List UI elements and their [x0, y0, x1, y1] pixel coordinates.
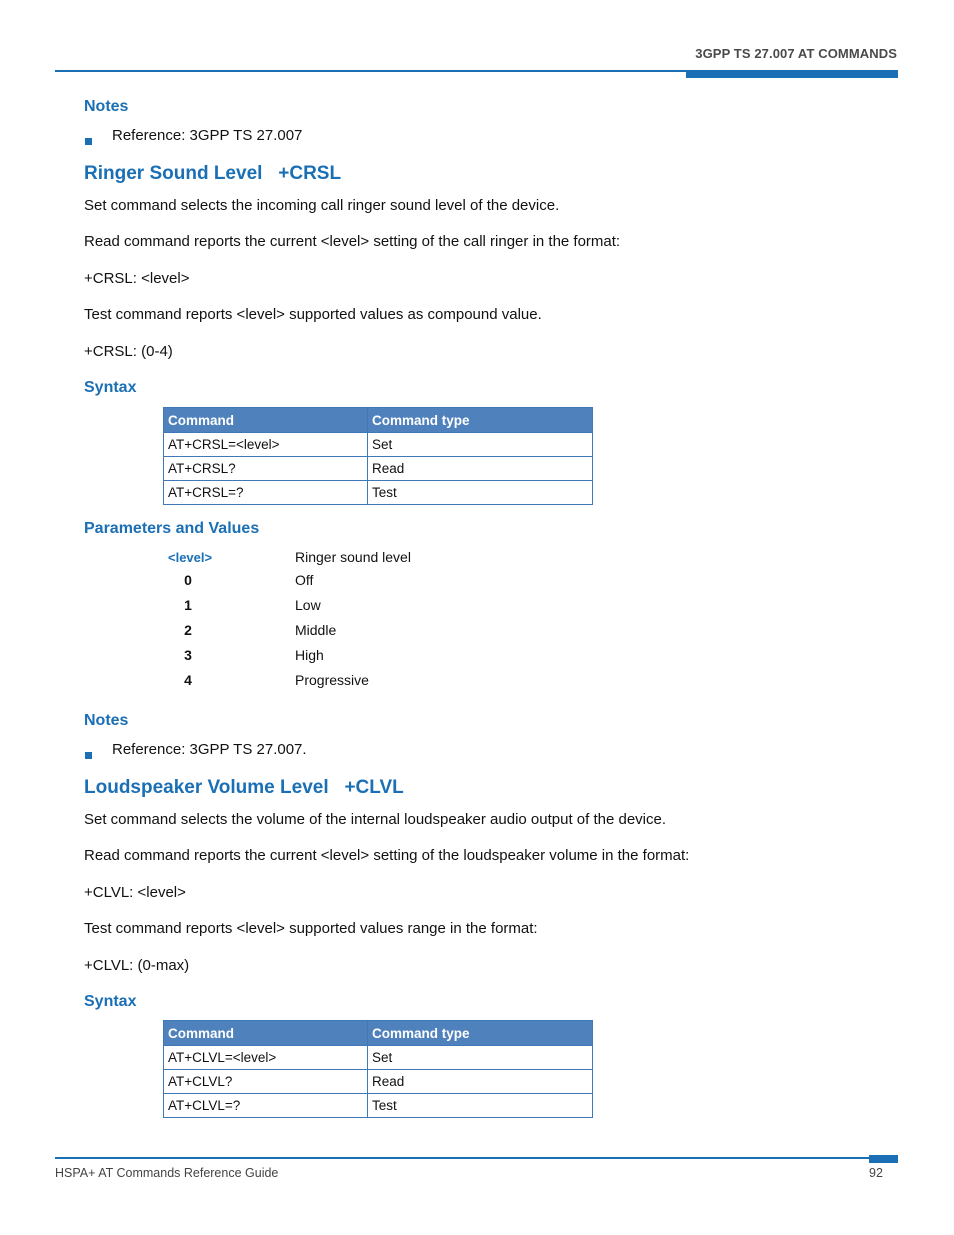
- table-header-row: [164, 1021, 593, 1046]
- value-description: Low: [295, 597, 321, 613]
- header-accent-block: [686, 70, 898, 78]
- paragraph: Read command reports the current <level> setting of the call ringer in the format:: [84, 233, 621, 250]
- parameter-value: 1: [184, 597, 192, 613]
- footer-rule: [55, 1157, 898, 1159]
- paragraph: Set command selects the incoming call ringer sound level of the device.: [84, 197, 560, 214]
- section-heading-clvl: Loudspeaker Volume Level +CLVL: [84, 777, 404, 798]
- table-cell: Set: [368, 1046, 593, 1070]
- value-description: Middle: [295, 622, 337, 638]
- table-row: [164, 433, 593, 457]
- running-header: 3GPP TS 27.007 AT COMMANDS: [695, 46, 897, 61]
- table-cell: Test: [368, 481, 593, 505]
- table-cell: AT+CRSL=?: [164, 481, 368, 505]
- syntax-table-clvl: [163, 1020, 593, 1118]
- paragraph: +CRSL: (0-4): [84, 343, 173, 360]
- footer-title: HSPA+ AT Commands Reference Guide: [55, 1166, 279, 1180]
- parameter-name: <level>: [168, 550, 213, 565]
- table-cell: AT+CLVL?: [164, 1070, 368, 1094]
- paragraph: Test command reports <level> supported values range in the format:: [84, 920, 538, 937]
- paragraph: Set command selects the volume of the internal loudspeaker audio output of the device.: [84, 811, 667, 828]
- bullet-icon: [85, 132, 92, 150]
- table-header-row: [164, 408, 593, 433]
- parameter-value: 4: [184, 672, 192, 688]
- table-cell: AT+CLVL=?: [164, 1094, 368, 1118]
- syntax-heading: Syntax: [84, 993, 137, 1010]
- notes-heading: Notes: [84, 98, 129, 115]
- table-cell: Set: [368, 433, 593, 457]
- column-header: Command: [164, 408, 368, 433]
- footer-accent-block: [869, 1155, 898, 1163]
- section-heading-crsl: Ringer Sound Level +CRSL: [84, 163, 342, 184]
- paragraph: +CLVL: <level>: [84, 884, 186, 901]
- bullet-icon: [85, 746, 92, 764]
- table-row: [164, 457, 593, 481]
- table-cell: AT+CRSL=<level>: [164, 433, 368, 457]
- value-description: Progressive: [295, 672, 369, 688]
- syntax-table-crsl: [163, 407, 593, 505]
- column-header: Command type: [368, 408, 593, 433]
- notes-heading: Notes: [84, 712, 129, 729]
- parameters-heading: Parameters and Values: [84, 520, 260, 537]
- note-item: Reference: 3GPP TS 27.007: [112, 127, 303, 144]
- table-row: [164, 1046, 593, 1070]
- parameter-value: 3: [184, 647, 192, 663]
- note-item: Reference: 3GPP TS 27.007.: [112, 741, 307, 758]
- table-cell: Test: [368, 1094, 593, 1118]
- value-description: High: [295, 647, 324, 663]
- syntax-heading: Syntax: [84, 379, 137, 396]
- table-row: [164, 481, 593, 505]
- table-row: [164, 1094, 593, 1118]
- parameter-description: Ringer sound level: [295, 549, 411, 565]
- table-row: [164, 1070, 593, 1094]
- paragraph: Test command reports <level> supported values as compound value.: [84, 306, 542, 323]
- paragraph: +CRSL: <level>: [84, 270, 190, 287]
- paragraph: Read command reports the current <level> setting of the loudspeaker volume in the format:: [84, 847, 690, 864]
- page-number: 92: [869, 1166, 883, 1180]
- paragraph: +CLVL: (0-max): [84, 957, 190, 974]
- table-cell: AT+CRSL?: [164, 457, 368, 481]
- table-cell: AT+CLVL=<level>: [164, 1046, 368, 1070]
- column-header: Command: [164, 1021, 368, 1046]
- column-header: Command type: [368, 1021, 593, 1046]
- value-description: Off: [295, 572, 314, 588]
- table-cell: Read: [368, 1070, 593, 1094]
- table-cell: Read: [368, 457, 593, 481]
- parameter-value: 2: [184, 622, 192, 638]
- parameter-value: 0: [184, 572, 192, 588]
